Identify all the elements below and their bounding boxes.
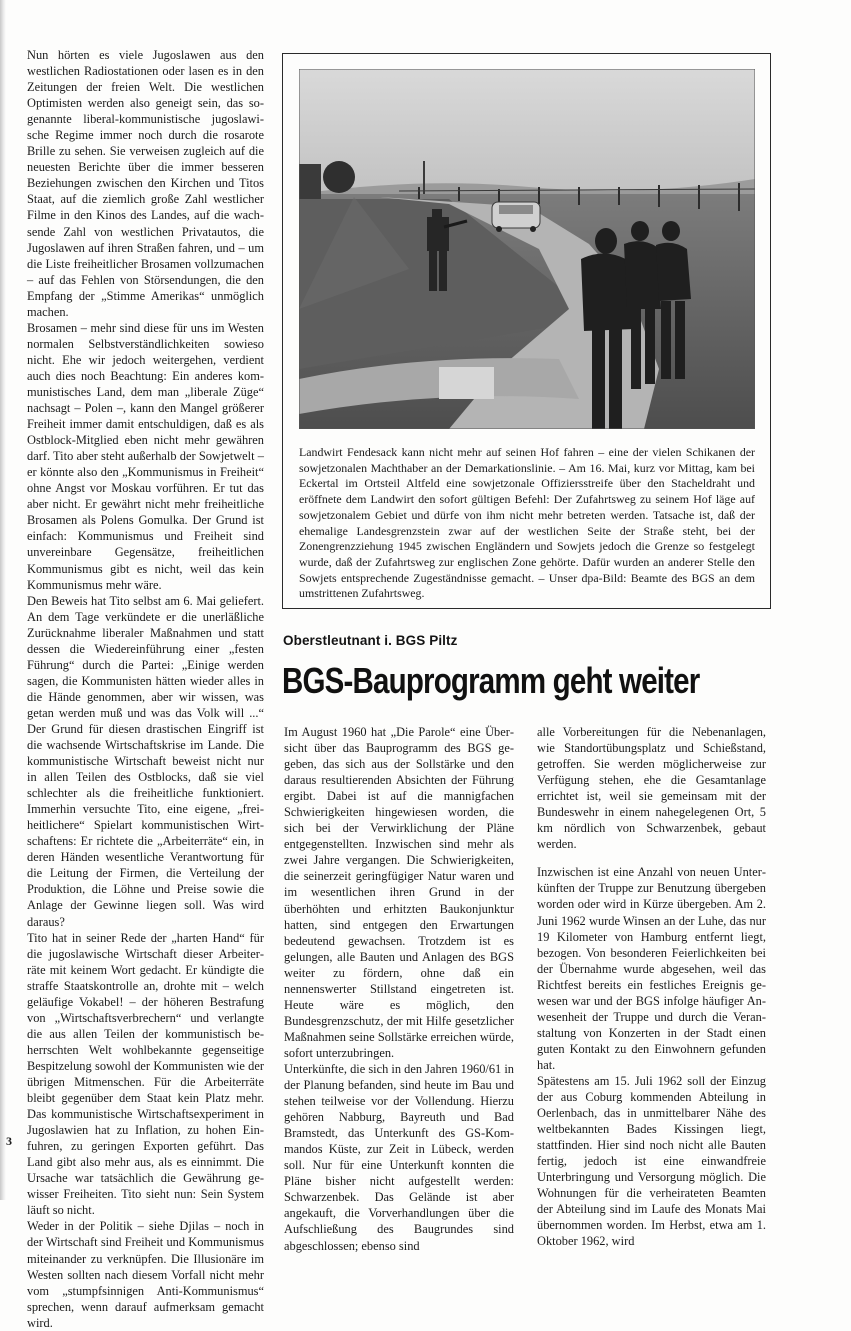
photo-caption: Landwirt Fendesack kann nicht mehr auf seinen Hof fahren – eine der vielen Schikanen der sowjetzonalen Machthaber an der Demarkationslinie. – Am 16. Mai, kurz vor Mittag, kam bei Eckertal im Ortsteil Altfeld eine sowjetzonale Offiziersstreife über den Stacheldraht und eröffnete dem Landwirt den sofort gültigen Befehl: Der Zufahrtsweg zu seinem Hof läge auf sowjetzonalem Gebiet und dürfe von ihm nicht mehr betreten werden. Tatsache ist, daß der ehemalige Landesgrenzstein zwar auf der westlichen Seite der Straße steht, bei der Zonengrenzziehung 1945 zwischen Engländern und Sowjets jedoch die Grenze so festgelegt wurde, daß der Zufahrtsweg zur englischen Zone gehörte. Dafür wurden an anderer Stelle den Sowjets entsprechende Zugeständnisse gemacht. – Unser dpa-Bild: Beamte des BGS an dem umstrittenen Zufahrtsweg. (299, 445, 755, 601)
article-column-right (537, 724, 766, 1250)
border-patrol-photo-illustration (299, 69, 755, 429)
paragraph: Weder in der Politik – siehe Djilas – noch in der Wirtschaft sind Freiheit und Kommunismus miteinander zu verknüpfen. Die Illusionäre im Westen sollten nach diesem Vorfall nicht mehr vom „stumpfsinnigen Anti-Kommunismus“ sprechen, wenn darauf aufmerksam gemacht wird. (27, 1219, 264, 1330)
page-binding-edge (0, 0, 6, 1200)
paragraph: Nun hörten es viele Jugoslawen aus den westlichen Radiostationen oder lasen es in den Zeitungen der freien Welt. Die westlichen Optimisten werden also geneigt sein, das sogenannte liberal-kommunistische jugoslawische Regime immer noch durch die rosarote Brille zu sehen. Sie verweisen zugleich auf die neuesten Berichte über die immer besseren Beziehungen zwischen den Kirchen und Titos Staat, auf die ziemlich große Zahl westlicher Filme in den Kinos des Landes, auf die wachsende Zahl von westlichen Privatautos, die Jugoslawen auf ihren Straßen fahren, und – um die Liste freiheitlicher Brosamen vollzumachen – auf das Fehlen von Störsendungen, die den Empfang der „Stimme Amerikas“ unmöglich machen. (27, 48, 264, 319)
photo-box (282, 53, 771, 609)
paragraph: Brosamen – mehr sind diese für uns im Westen normalen Selbstverständlichkeiten sowieso nicht. Ehe wir jedoch weitergehen, verdient auch dies noch Beachtung: Ein anderes kommunistisches Land, dem man „liberale Züge“ nachsagt – Polen –, kann den Mangel größerer Freiheit immer damit entschuldigen, daß es als Ostblock-Mitglied eben nicht mehr gewähren darf. Tito aber steht außerhalb der Sowjetwelt – er könnte also den „Kommunismus in Freiheit“ ohne Angst vor Moskau vorführen. Er tut das aber nicht. Er gewährt nicht mehr freiheitliche Brosamen als Polens Gomulka. Der Grund ist einfach: Kommunismus und Freiheit sind unvereinbare Gegensätze, freiheitlichen Kommunismus gibt es nicht, weil das kein Kommunismus mehr wäre. (27, 320, 264, 592)
paragraph: Tito hat in seiner Rede der „harten Hand“ für die jugoslawische Wirtschaft dieser Arbeiterräte mit keinem Wort gedacht. Er kündigte die straffe Staatskontrolle an, drohte mit – welch geläufige Vokabel! – der höheren Bestrafung von „Wirtschaftsverbrechern“ und verlangte die aus allen Teilen der kommunistisch beherrschten Welt wohlbekannte gegenseitige Bespitzelung sowohl der Kommunisten wie der übrigen Mitmenschen. Für die Arbeiterräte bleibt gegenüber dem Staat kein Platz mehr. Das kommunistische Wirtschaftsexperiment in Jugoslawien hat zu Inflation, zu hohen Einfuhren, zu geringen Exporten geführt. Das Land gibt also mehr aus, als es einnimmt. Die Ursache war tatsächlich die Gewährung gewisser Freiheiten. Tito sieht nun: Sein System läuft so nicht. (27, 930, 264, 1218)
paragraph: Unterkünfte, die sich in den Jahren 1960/61 in der Planung befanden, sind heute im Bau und stehen teilweise vor der Vollendung. Hierzu gehören Nabburg, Bayreuth und Bad Bramstedt, das Unterkunft des GS-Kommandos Küste, zur Zeit in Lübeck, werden soll. Nur für eine Unterkunft konnten die Pläne bisher nicht aufgestellt werden: Schwarzenbek. Das Gelände ist aber angekauft, die Vorverhandlungen über die Aufschließung des Baugrundes sind abgeschlossen; ebenso sind (284, 1061, 514, 1253)
article-column-middle (284, 724, 514, 1254)
paragraph: Spätestens am 15. Juli 1962 soll der Einzug der aus Coburg kommenden Abteilung in Oerlenbach, das in unmittelbarer Nähe des weltbekannten Bades Kissingen liegt, stattfinden. Hier sind noch nicht alle Bauten fertig, jedoch ist eine einwandfreie Unterbringung und Versorgung möglich. Die Wohnungen für die verheirateten Beamten der Abteilung sind im Laufe des Monats Mai übernommen worden. Im Herbst, etwa am 1. Oktober 1962, wird (537, 1073, 766, 1249)
page-number: 3 (6, 1134, 12, 1148)
left-article-column (27, 47, 264, 1331)
press-photo (299, 69, 755, 429)
paragraph: Den Beweis hat Tito selbst am 6. Mai geliefert. An dem Tage verkündete er die unerläßliche Zurücknahme liberaler Maßnahmen und statt dessen die Wiedereinführung einer „festen Führung“ durch die Partei: „Einige werden sagen, die Kommunisten hätten wieder alles in die Hände genommen, aber wir wissen, was getan werden muß und was das Volk will ...“ Der Grund für diesen drastischen Eingriff ist die wachsende Wirtschaftskrise im Lande. Die kommunistische Wirtschaft beweist nicht nur in allen Teilen des Ostblocks, daß sie viel schlechter als die freiheitliche funktioniert. Immerhin versuchte Tito, eine eigene, „freiheitlichere“ Spielart kommunistischen Wirtschaftens: Er richtete die „Arbeiterräte“ ein, in deren Händen wesentliche Verantwortung für die Leitung der Firmen, die Verteilung der Produktion, die Löhne und Preise sowie die Anlage der Gewinne liegen soll. Was wird daraus? (27, 593, 264, 929)
paragraph: alle Vorbereitungen für die Nebenanlagen, wie Standortübungsplatz und Schießstand, getroffen. Sie werden möglicherweise zur Verfügung stehen, ehe die Gesamtanlage errichtet ist, weil sie gemeinsam mit der Bundeswehr in einem nahegelegenen Ort, 5 km nördlich von Schwarzenbek, gebaut werden. (537, 725, 766, 852)
article-headline: BGS-Bauprogramm geht weiter (282, 660, 700, 701)
paragraph: Im August 1960 hat „Die Parole“ eine Übersicht über das Bauprogramm des BGS gegeben, das sich aus der Sollstärke und den daraus resultierenden Absichten der Führung ergibt. Dabei ist auf die mannigfachen Schwierigkeiten hingewiesen worden, die sich bei der Verwirklichung der Pläne entgegenstellten. Inzwischen sind mehr als zwei Jahre vergangen. Die Schwierigkeiten, die seinerzeit geringfügiger Natur waren und im wesentlichen ihren Grund in der überhöhten und erhitzten Baukonjunktur hatten, sind entgegen den Erwartungen bedeutend gewachsen. Trotzdem ist es gelungen, alle Bauten und Anlagen des BGS weiter zu fördern, ohne daß ein nennenswerter Stillstand eingetreten ist. Heute wäre es möglich, den Bundesgrenzschutz, der mit Hilfe gesetzlicher Maßnahmen seine Sollstärke erreichen würde, sofort unterzubringen. (284, 725, 514, 1060)
paragraph: Inzwischen ist eine Anzahl von neuen Unterkünften der Truppe zur Benutzung übergeben worden oder wird in Kürze übergeben. Am 2. Juni 1962 wurde Winsen an der Luhe, das nur 19 Kilometer von Hamburg entfernt liegt, bezogen. Von besonderen Feierlichkeiten bei der Übernahme wurde abgesehen, weil das Richtfest bereits ein festliches Ereignis gewesen war und der BGS infolge häufiger Anwesenheit der Truppe und durch die Veranstaltung von Konzerten in der Stadt einen guten Kontakt zu den Einwohnern gefunden hat. (537, 865, 766, 1072)
article-byline: Oberstleutnant i. BGS Piltz (283, 633, 458, 648)
